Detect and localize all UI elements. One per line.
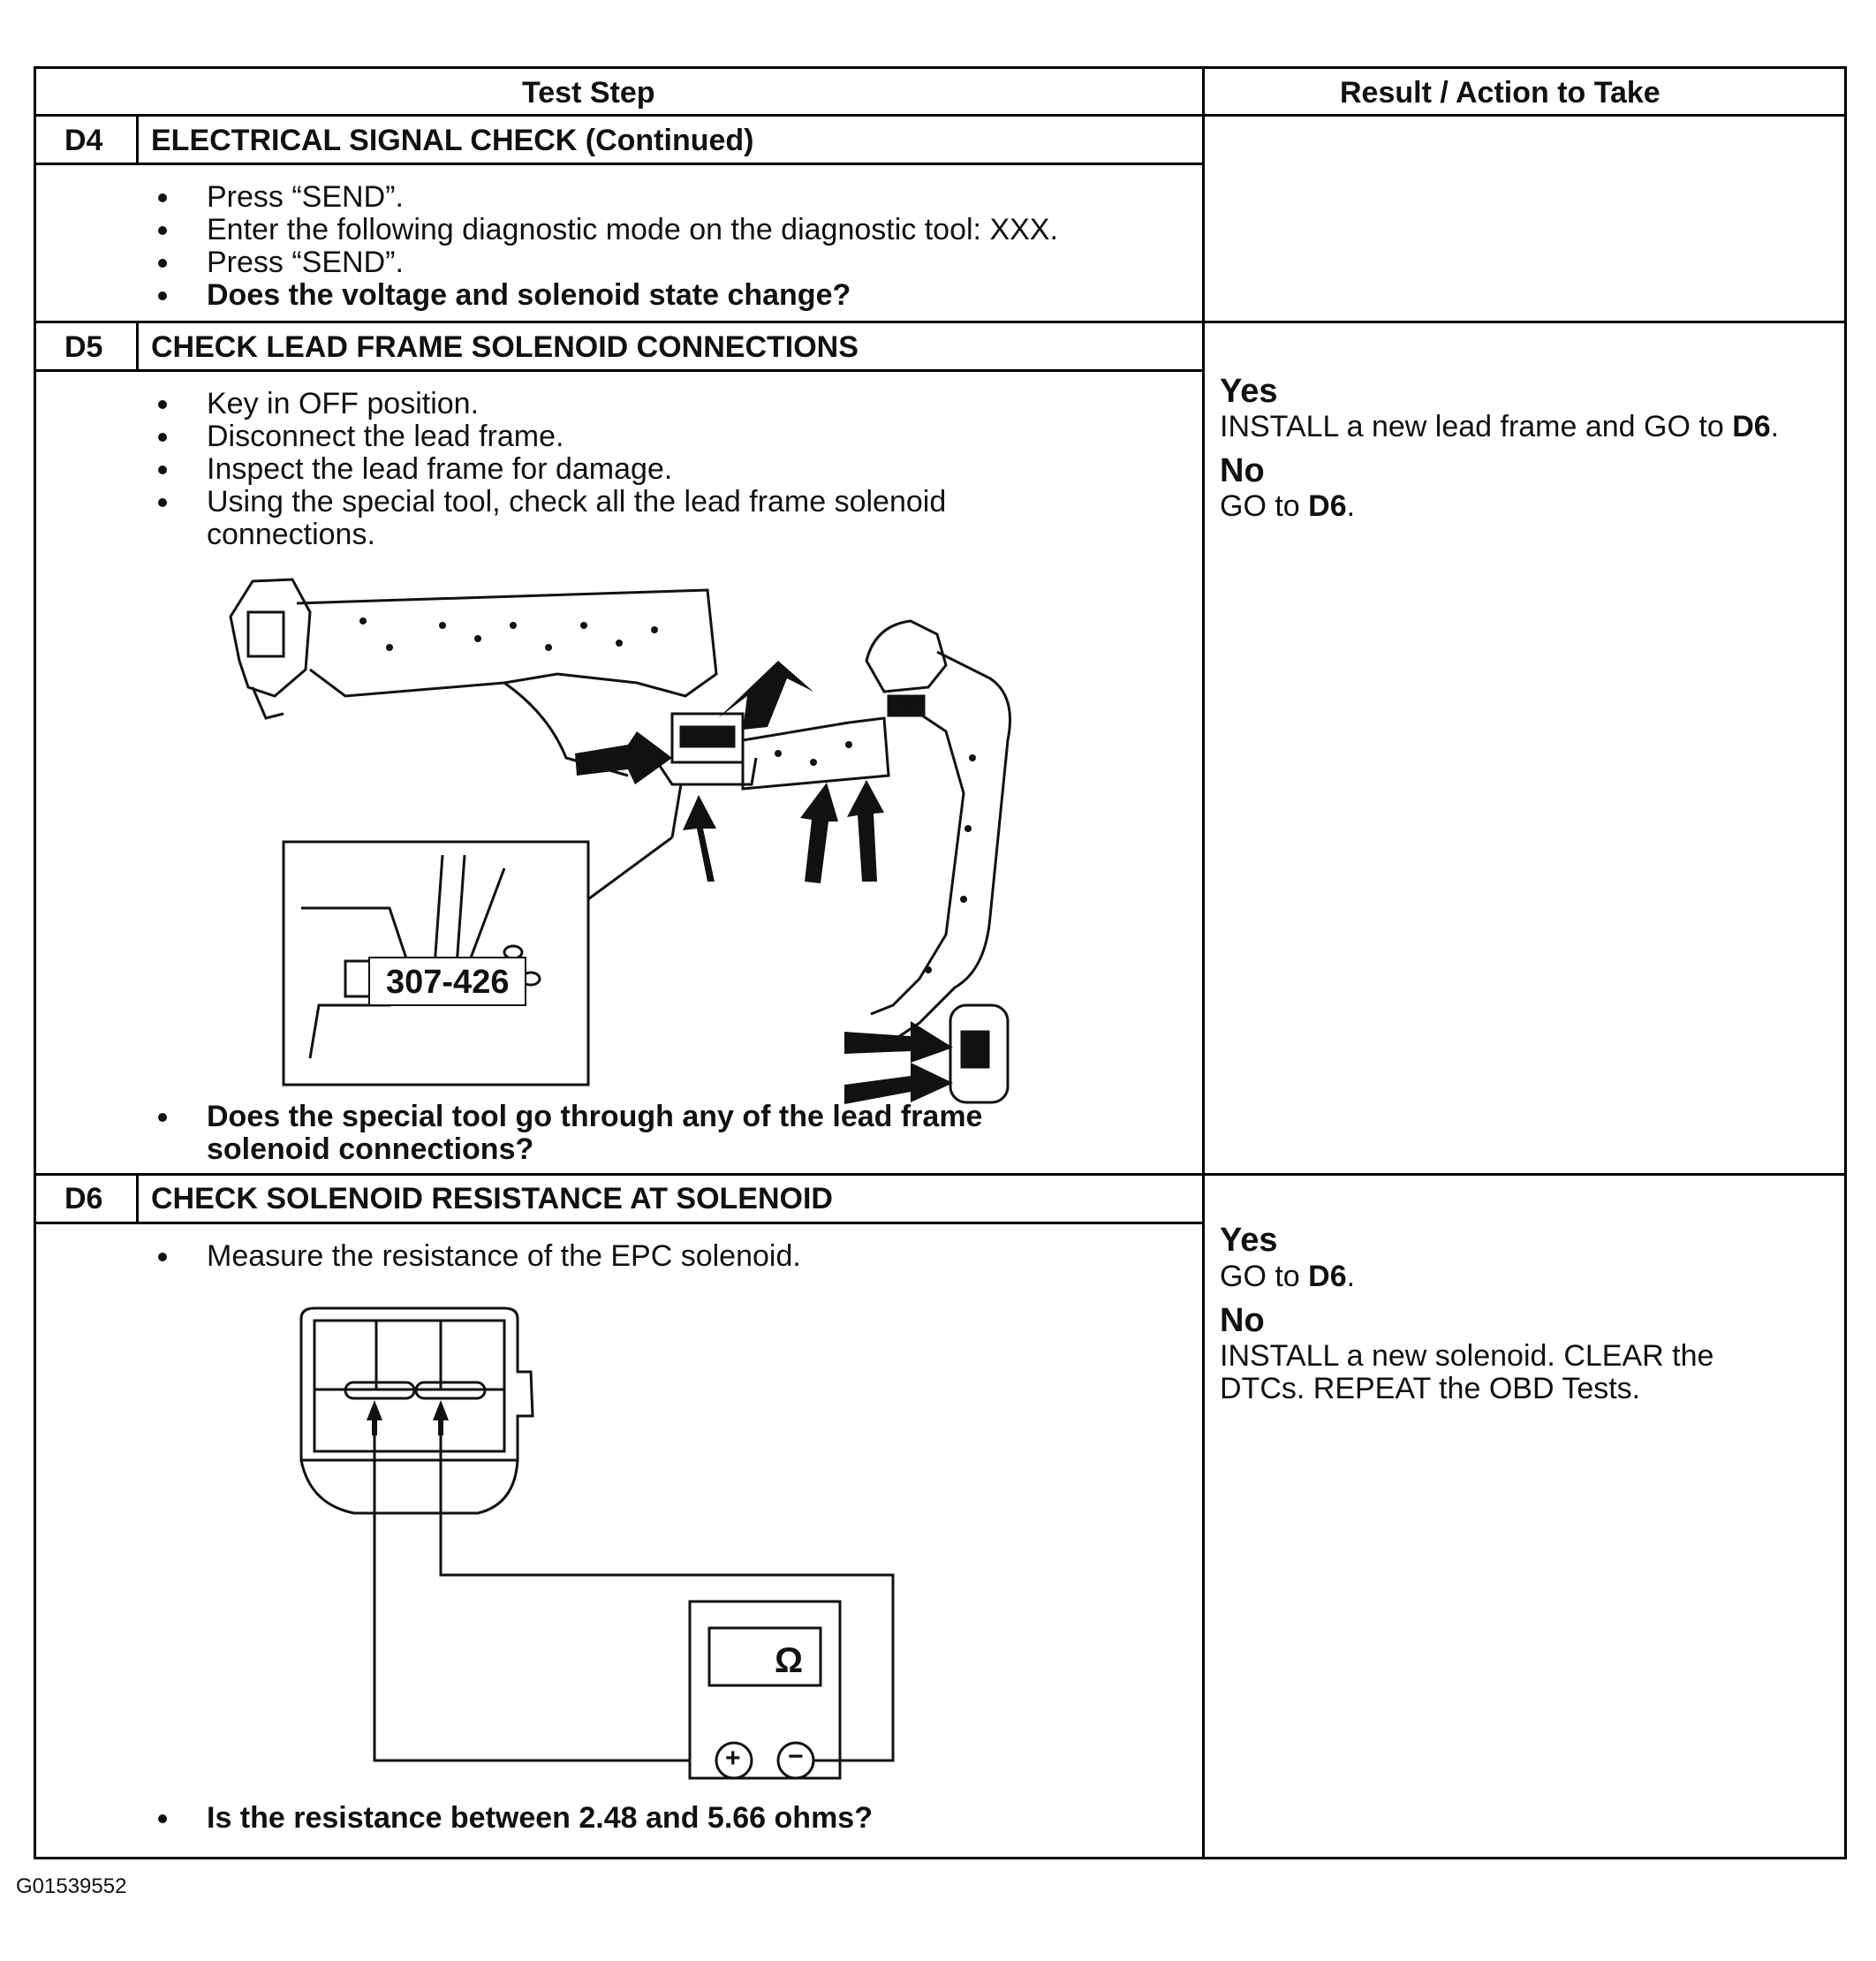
d5-bullet-3: Inspect the lead frame for damage. xyxy=(207,452,673,486)
d5-end-rule xyxy=(36,1173,1847,1176)
d6-yes-ref: D6 xyxy=(1308,1260,1347,1293)
bullet-dot xyxy=(158,1253,167,1261)
header-result: Result / Action to Take xyxy=(1340,76,1660,110)
d6-yes-text: GO to D6. xyxy=(1220,1260,1356,1293)
d6-yes-label: Yes xyxy=(1220,1222,1278,1259)
bullet-dot xyxy=(158,226,167,235)
bullet-dot xyxy=(158,259,167,268)
ohm-symbol: Ω xyxy=(775,1641,804,1680)
id-divider-d4 xyxy=(136,116,139,164)
d5-bullet-1: Key in OFF position. xyxy=(207,387,480,420)
d5-no-label: No xyxy=(1220,452,1265,489)
header-test-step: Test Step xyxy=(522,76,655,110)
d4-question: Does the voltage and solenoid state change? xyxy=(207,278,851,312)
d5-bullet-4-cont: connections. xyxy=(207,518,375,551)
id-divider-d6 xyxy=(136,1175,139,1223)
meter-plus: + xyxy=(725,1744,741,1773)
step-id-d5: D5 xyxy=(64,330,103,364)
d6-bullet-1: Measure the resistance of the EPC solenoid. xyxy=(207,1239,801,1273)
d6-no-line1: INSTALL a new solenoid. CLEAR the xyxy=(1220,1339,1714,1373)
d4-bullet-2: Enter the following diagnostic mode on the diagnostic tool: XXX. xyxy=(207,213,1058,246)
d5-title-rule xyxy=(36,369,1202,372)
tool-number-label: 307-426 xyxy=(368,957,526,1006)
d4-title-rule xyxy=(36,163,1202,165)
column-divider xyxy=(1202,69,1205,1859)
d6-no-label: No xyxy=(1220,1302,1265,1339)
d6-question: Is the resistance between 2.48 and 5.66 ohms? xyxy=(207,1801,873,1835)
meter-minus: − xyxy=(788,1742,804,1771)
step-id-d4: D4 xyxy=(64,124,103,157)
d5-yes-text: INSTALL a new lead frame and GO to D6. xyxy=(1220,410,1780,443)
d5-no-text: GO to D6. xyxy=(1220,489,1356,523)
step-title-d5: CHECK LEAD FRAME SOLENOID CONNECTIONS xyxy=(151,330,859,364)
bullet-dot xyxy=(158,1113,167,1122)
step-title-d4: ELECTRICAL SIGNAL CHECK (Continued) xyxy=(151,124,754,157)
d5-yes-label: Yes xyxy=(1220,373,1278,410)
step-title-d6: CHECK SOLENOID RESISTANCE AT SOLENOID xyxy=(151,1182,833,1215)
procedure-table xyxy=(34,66,1847,1859)
d5-bullet-4: Using the special tool, check all the lead frame solenoid xyxy=(207,485,947,519)
d4-bullet-1: Press “SEND”. xyxy=(207,180,404,214)
step-id-d6: D6 xyxy=(64,1182,103,1215)
d5-yes-ref: D6 xyxy=(1732,410,1771,443)
d4-bullet-3: Press “SEND”. xyxy=(207,246,404,279)
d6-no-line2: DTCs. REPEAT the OBD Tests. xyxy=(1220,1372,1641,1405)
bullet-dot xyxy=(158,466,167,474)
bullet-dot xyxy=(158,193,167,202)
bullet-dot xyxy=(158,1814,167,1823)
bullet-dot xyxy=(158,292,167,300)
ohmmeter-illustration xyxy=(284,1301,937,1796)
bullet-dot xyxy=(158,400,167,409)
figure-reference-code: G01539552 xyxy=(16,1874,127,1898)
bullet-dot xyxy=(158,433,167,442)
lead-frame-illustration xyxy=(213,564,1078,1129)
bullet-dot xyxy=(158,498,167,507)
header-rule xyxy=(36,114,1847,117)
d5-question-line2: solenoid connections? xyxy=(207,1132,534,1166)
d6-title-rule xyxy=(36,1222,1202,1224)
id-divider-d5 xyxy=(136,322,139,371)
d4-end-rule xyxy=(36,321,1847,323)
d5-no-ref: D6 xyxy=(1308,489,1347,523)
d5-question-line1: Does the special tool go through any of the lead frame xyxy=(207,1100,983,1133)
d5-bullet-2: Disconnect the lead frame. xyxy=(207,420,564,453)
